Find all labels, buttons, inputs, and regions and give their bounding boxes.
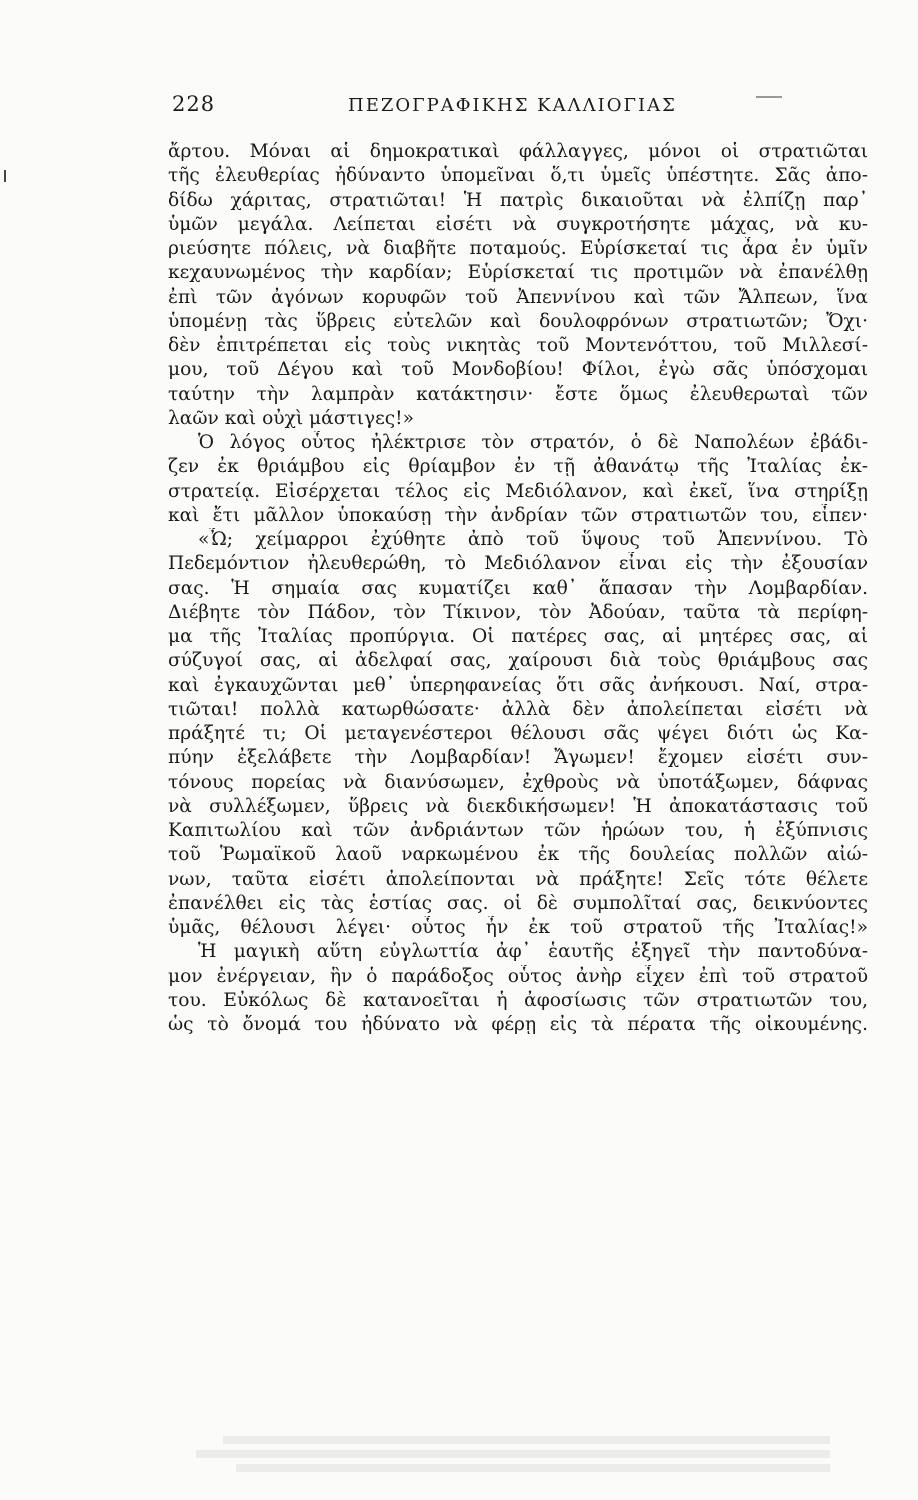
text-line: ζεν ἐκ θριάμβου εἰς θρίαμβον ἐν τῇ ἀθανάτῳ τῆς Ἰταλίας ἐκ- <box>168 456 868 478</box>
text-line: κεχαυνωμένος τὴν καρδίαν; Εὑρίσκεταί τις προτιμῶν νὰ ἐπανέλθῃ <box>168 262 868 284</box>
text-line: του. Εὐκόλως δὲ κατανοεῖται ἡ ἀφοσίωσις τῶν στρατιωτῶν του, <box>168 989 868 1011</box>
text-line: ὑμῶν μεγάλα. Λείπεται εἰσέτι νὰ συγκροτήσητε μάχας, νὰ κυ- <box>168 213 868 235</box>
text-line: σας. Ἡ σημαία σας κυματίζει καθ᾽ ἅπασαν τὴν Λομβαρδίαν. <box>168 577 868 599</box>
text-line: νὰ συλλέξωμεν, ὕβρεις νὰ διεκδικήσωμεν! Ἡ ἀποκατάστασις τοῦ <box>168 795 868 817</box>
text-line: πύην ἐξελάβετε τὴν Λομβαρδίαν! Ἄγωμεν! ἔχομεν εἰσέτι συν- <box>168 747 868 769</box>
text-line: μον ἐνέργειαν, ἣν ὁ παράδοξος οὗτος ἀνὴρ εἶχεν ἐπὶ τοῦ στρατοῦ <box>168 965 868 987</box>
text-line: ἄρτου. Μόναι αἱ δημοκρατικαὶ φάλλαγγες, μόνοι οἱ στρατιῶται <box>168 141 868 162</box>
text-line: ριεύσητε πόλεις, νὰ διαβῆτε ποταμούς. Εὑρίσκεταί τις ἆρα ἐν ὑμῖν <box>168 238 868 259</box>
text-line: ταύτην τὴν λαμπρὰν κατάκτησιν· ἔστε ὅμως ἐλευθερωταὶ τῶν <box>168 383 868 405</box>
text-line: λαῶν καὶ οὐχὶ μάστιγες!» <box>168 407 414 429</box>
text-line: νων, ταῦτα εἰσέτι ἀπολείπονται νὰ πράξητε! Σεῖς τότε θέλετε <box>168 868 868 890</box>
text-line: τιῶται! πολλὰ κατωρθώσατε· ἀλλὰ δὲν ἀπολείπεται εἰσέτι νὰ <box>168 698 868 720</box>
text-line: Ὁ λόγος οὗτος ἠλέκτρισε τὸν στρατόν, ὁ δὲ Ναπολέων ἐβάδι- <box>198 432 868 453</box>
text-line: πράξητέ τι; Οἱ μεταγενέστεροι θέλουσι σᾶς ψέγει διότι ὡς Κα- <box>168 723 868 744</box>
text-line: σύζυγοί σας, αἱ ἀδελφαί σας, χαίρουσι διὰ τοὺς θριάμβους σας <box>168 650 868 672</box>
text-line: καὶ ἐγκαυχῶνται μεθ᾽ ὑπερηφανείας ὅτι σᾶς ἀνήκουσι. Ναί, στρα- <box>168 674 868 696</box>
text-line: «Ὦ; χείμαρροι ἐχύθητε ἀπὸ τοῦ ὕψους τοῦ Ἀπεννίνου. Τὸ <box>198 529 868 550</box>
text-line: μου, τοῦ Δέγου καὶ τοῦ Μονδοβίου! Φίλοι, ἐγὼ σᾶς ὑπόσχομαι <box>168 359 868 381</box>
text-line: ὑπομένῃ τὰς ὕβρεις εὐτελῶν καὶ δουλοφρόνων στρατιωτῶν; Ὄχι· <box>168 310 868 332</box>
page-number: 228 <box>172 92 216 116</box>
text-line: τοῦ Ῥωμαϊκοῦ λαοῦ ναρκωμένου ἐκ τῆς δουλείας πολλῶν αἰώ- <box>168 844 868 866</box>
text-line: στρατείᾳ. Εἰσέρχεται τέλος εἰς Μεδιόλανον, καὶ ἐκεῖ, ἵνα στηρίξῃ <box>168 480 868 502</box>
text-line: ὡς τὸ ὄνομά του ἠδύνατο νὰ φέρῃ εἰς τὰ πέρατα τῆς οἰκουμένης. <box>168 1014 868 1035</box>
text-line: δὲν ἐπιτρέπεται εἰς τοὺς νικητὰς τοῦ Μοντενόττου, τοῦ Μιλλεσί- <box>168 335 868 356</box>
text-line: Ἡ μαγικὴ αὕτη εὐγλωττία ἀφ᾽ ἑαυτῆς ἐξηγεῖ τὴν παντοδύνα- <box>198 941 868 963</box>
show-through-bleed <box>170 1430 830 1490</box>
text-line: Διέβητε τὸν Πάδον, τὸν Τίκινον, τὸν Ἀδούαν, ταῦτα τὰ περίφη- <box>168 601 868 623</box>
page-header <box>170 92 870 122</box>
body-text <box>168 140 868 1037</box>
margin-mark <box>4 170 6 182</box>
text-line: τόνους πορείας νὰ διανύσωμεν, ἐχθροὺς νὰ ὑποτάξωμεν, δάφνας <box>168 771 868 793</box>
text-line: ἐπὶ τῶν ἀγόνων κορυφῶν τοῦ Ἀπεννίνου καὶ τῶν Ἄλπεων, ἵνα <box>168 286 868 308</box>
text-line: ἐπανέλθει εἰς τὰς ἑστίας σας. οἱ δὲ συμπολῖταί σας, δεικνύοντες <box>168 892 868 914</box>
running-title: ΠΕΖΟΓΡΑΦΙΚΗΣ ΚΑΛΛΙΟΓΙΑΣ <box>348 95 677 116</box>
text-line: Πεδεμόντιον ἠλευθερώθη, τὸ Μεδιόλανον εἶναι εἰς τὴν ἐξουσίαν <box>168 553 868 575</box>
text-line: Καπιτωλίου καὶ τῶν ἀνδριάντων τῶν ἡρώων του, ἡ ἐξύπνισις <box>168 820 868 841</box>
text-line: δίδω χάριτας, στρατιῶται! Ἡ πατρὶς δικαιοῦται νὰ ἐλπίζῃ παρ᾽ <box>168 189 868 211</box>
text-line: ὑμᾶς, θέλουσι λέγει· οὗτος ἦν ἐκ τοῦ στρατοῦ τῆς Ἰταλίας!» <box>168 917 868 938</box>
text-line: τῆς ἐλευθερίας ἠδύναντο ὑπομεῖναι ὅ,τι ὑμεῖς ὑπέστητε. Σᾶς ἀπο- <box>168 165 868 187</box>
text-line: μα τῆς Ἰταλίας προπύργια. Οἱ πατέρες σας, αἱ μητέρες σας, αἱ <box>168 626 868 647</box>
text-line: καὶ ἔτι μᾶλλον ὑποκαύσῃ τὴν ἀνδρίαν τῶν στρατιωτῶν του, εἶπεν· <box>168 504 868 526</box>
